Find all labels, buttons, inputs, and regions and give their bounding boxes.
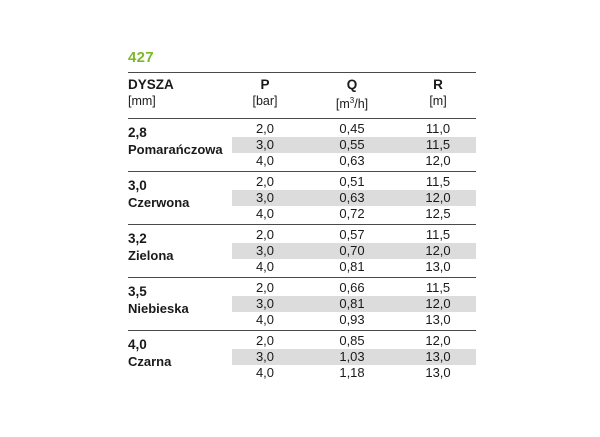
- flow-cell: 1,03: [339, 349, 365, 364]
- radius-cell: 13,0: [425, 259, 451, 274]
- nozzle-size: 4,0: [128, 337, 147, 352]
- radius-cell: 11,0: [425, 121, 451, 136]
- pressure-cell: 4,0: [255, 153, 275, 168]
- radius-cell: 12,0: [425, 333, 451, 348]
- flow-cell: 0,93: [339, 312, 365, 327]
- pressure-cell: 4,0: [255, 365, 275, 380]
- nozzle-color: Czerwona: [128, 195, 190, 210]
- pressure-cell: 2,0: [255, 227, 275, 242]
- table-row: [232, 153, 476, 169]
- flow-cell: 0,57: [339, 227, 365, 242]
- table-row: [232, 174, 476, 190]
- radius-cell: 12,0: [425, 243, 451, 258]
- table-row: [232, 259, 476, 275]
- pressure-cell: 4,0: [255, 312, 275, 327]
- nozzle-size: 3,0: [128, 178, 147, 193]
- flow-cell: 0,81: [339, 259, 365, 274]
- header-top-rule: [128, 72, 476, 73]
- nozzle-group: [128, 171, 476, 222]
- radius-cell: 12,0: [425, 153, 451, 168]
- nozzle-group: [128, 330, 476, 381]
- radius-cell: 12,0: [425, 190, 451, 205]
- table-row: [232, 206, 476, 222]
- header-r: R: [433, 77, 443, 92]
- radius-cell: 13,0: [425, 349, 451, 364]
- flow-cell: 0,51: [339, 174, 365, 189]
- radius-cell: 11,5: [425, 280, 451, 295]
- header-q: Q: [346, 77, 358, 92]
- pressure-cell: 3,0: [255, 137, 275, 152]
- table-row: [232, 280, 476, 296]
- nozzle-group: [128, 224, 476, 275]
- flow-cell: 0,70: [339, 243, 365, 258]
- pressure-cell: 3,0: [255, 349, 275, 364]
- header-dysza: DYSZA: [128, 77, 174, 92]
- product-model-label: 427: [128, 49, 154, 66]
- header-dysza-unit: [mm]: [128, 94, 156, 108]
- radius-cell: 12,0: [425, 296, 451, 311]
- pressure-cell: 3,0: [255, 190, 275, 205]
- radius-cell: 12,5: [425, 206, 451, 221]
- table-row: [232, 312, 476, 328]
- table-row: [232, 349, 476, 365]
- nozzle-color: Czarna: [128, 354, 172, 369]
- table-row: [232, 121, 476, 137]
- flow-cell: 0,55: [339, 137, 365, 152]
- radius-cell: 13,0: [425, 365, 451, 380]
- pressure-cell: 3,0: [255, 296, 275, 311]
- header-p: P: [260, 77, 270, 92]
- header-p-unit: [bar]: [252, 94, 278, 108]
- table-row: [232, 137, 476, 153]
- flow-cell: 0,66: [339, 280, 365, 295]
- flow-cell: 0,63: [339, 153, 365, 168]
- flow-cell: 0,72: [339, 206, 365, 221]
- table-row: [232, 296, 476, 312]
- radius-cell: 11,5: [425, 227, 451, 242]
- table-row: [232, 365, 476, 381]
- table-row: [232, 190, 476, 206]
- pressure-cell: 2,0: [255, 280, 275, 295]
- radius-cell: 11,5: [425, 174, 451, 189]
- nozzle-color: Niebieska: [128, 301, 189, 316]
- flow-cell: 0,63: [339, 190, 365, 205]
- pressure-cell: 3,0: [255, 243, 275, 258]
- header-r-unit: [m]: [429, 94, 447, 108]
- radius-cell: 11,5: [425, 137, 451, 152]
- pressure-cell: 4,0: [255, 206, 275, 221]
- nozzle-size: 3,5: [128, 284, 147, 299]
- table-row: [232, 333, 476, 349]
- pressure-cell: 2,0: [255, 174, 275, 189]
- nozzle-color: Pomarańczowa: [128, 142, 223, 157]
- table-row: [232, 227, 476, 243]
- nozzle-group: [128, 118, 476, 169]
- header-q-unit: $[m^3/h]$: [335, 96, 369, 112]
- flow-cell: 0,85: [339, 333, 365, 348]
- flow-cell: 0,81: [339, 296, 365, 311]
- flow-cell: 0,45: [339, 121, 365, 136]
- radius-cell: 13,0: [425, 312, 451, 327]
- nozzle-color: Zielona: [128, 248, 174, 263]
- nozzle-size: 2,8: [128, 125, 147, 140]
- pressure-cell: 2,0: [255, 121, 275, 136]
- nozzle-size: 3,2: [128, 231, 147, 246]
- pressure-cell: 2,0: [255, 333, 275, 348]
- table-row: [232, 243, 476, 259]
- flow-cell: 1,18: [339, 365, 365, 380]
- pressure-cell: 4,0: [255, 259, 275, 274]
- nozzle-group: [128, 277, 476, 328]
